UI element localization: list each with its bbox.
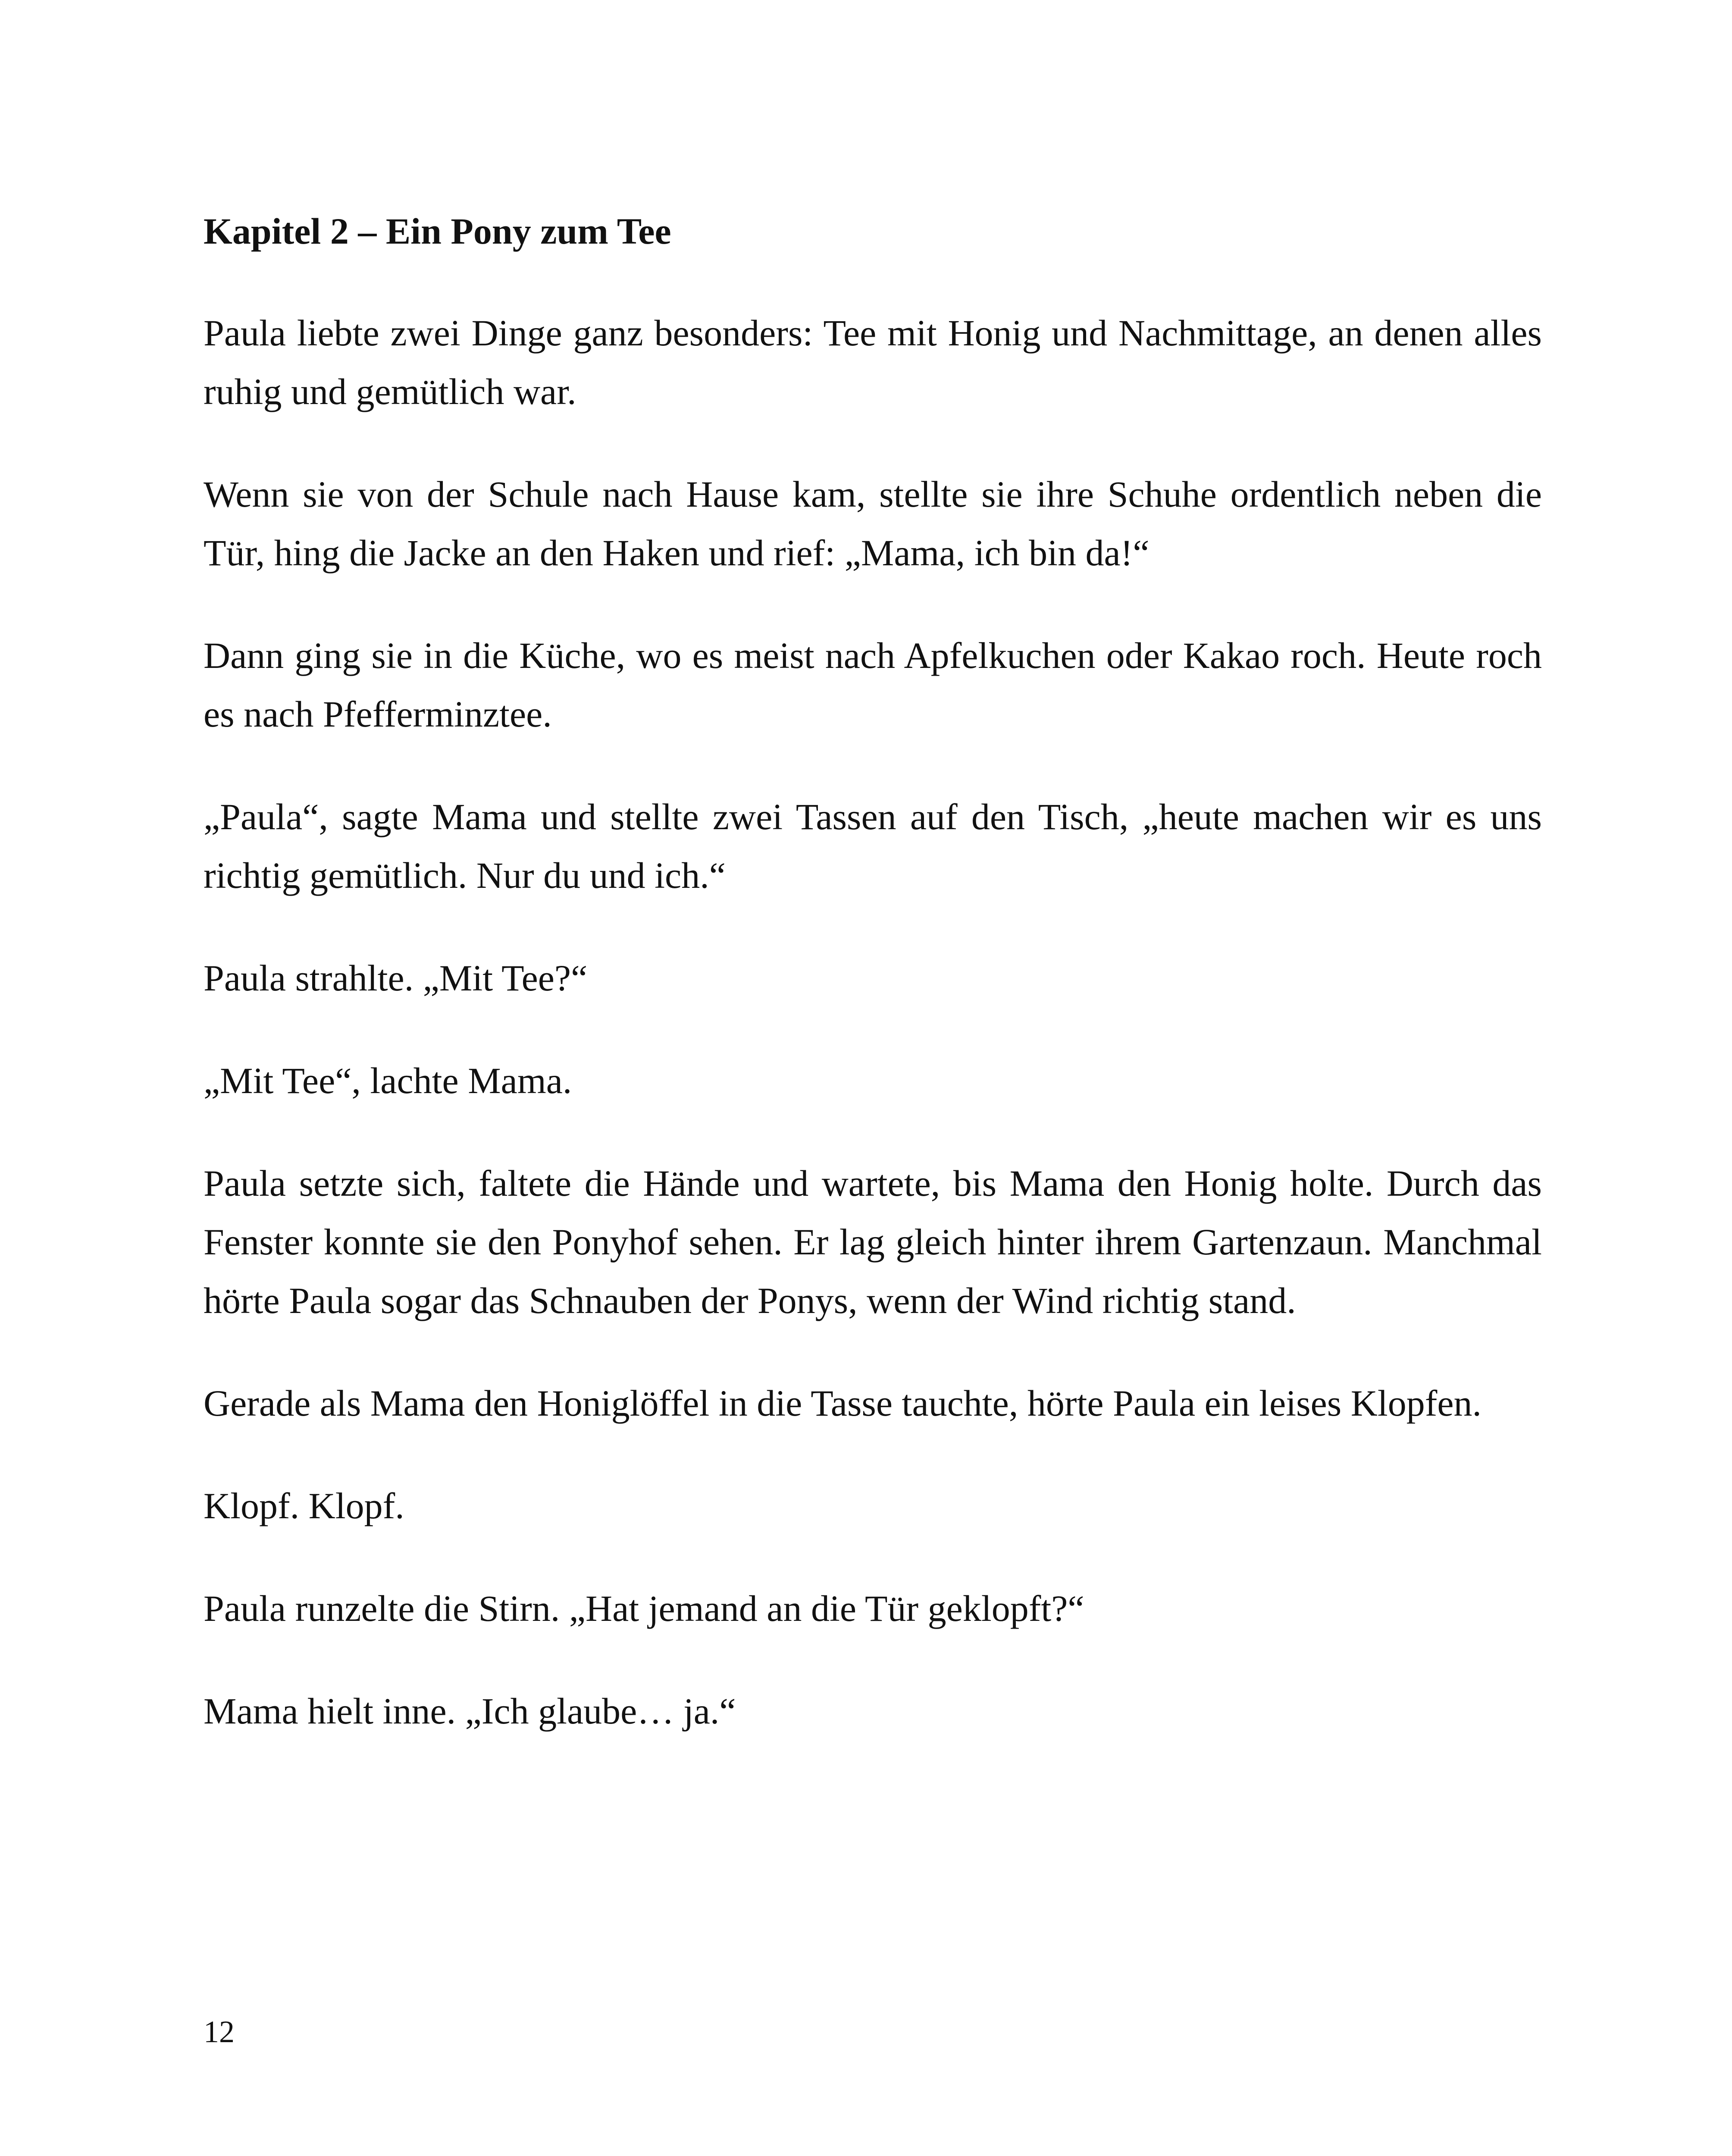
paragraph-8: Gerade als Mama den Honiglöffel in die Tasse tauchte, hörte Paula ein leises Klopfen. — [204, 1382, 1482, 1424]
paragraph-5: Paula strahlte. „Mit Tee?“ — [204, 957, 588, 999]
paragraph-4: „Paula“, sagte Mama und stellte zwei Tassen auf den Tisch, „heute machen wir es uns richtig gemütlich. Nur du und ich.“ — [204, 796, 1542, 896]
chapter-content — [204, 203, 1542, 1740]
paragraph-11: Mama hielt inne. „Ich glaube… ja.“ — [204, 1690, 736, 1732]
paragraph-9: Klopf. Klopf. — [204, 1485, 404, 1526]
page-number: 12 — [204, 2015, 235, 2049]
paragraph-3: Dann ging sie in die Küche, wo es meist nach Apfelkuchen oder Kakao roch. Heute roch es nach Pfefferminztee. — [204, 635, 1542, 735]
paragraph-1: Paula liebte zwei Dinge ganz besonders: Tee mit Honig und Nachmittage, an denen alles ruhig und gemütlich war. — [204, 312, 1542, 412]
chapter-title: Kapitel 2 – Ein Pony zum Tee — [204, 210, 671, 252]
paragraph-6: „Mit Tee“, lachte Mama. — [204, 1060, 572, 1101]
paragraph-7: Paula setzte sich, faltete die Hände und wartete, bis Mama den Honig holte. Durch das Fenster konnte sie den Ponyhof sehen. Er lag gleich hinter ihrem Gartenzaun. Manchmal hörte Paula sogar das Schnauben der Ponys, wenn der Wind richtig stand. — [204, 1163, 1542, 1321]
paragraph-2: Wenn sie von der Schule nach Hause kam, stellte sie ihre Schuhe ordentlich neben die Tür, hing die Jacke an den Haken und rief: „Mama, ich bin da!“ — [204, 473, 1542, 573]
paragraph-10: Paula runzelte die Stirn. „Hat jemand an die Tür geklopft?“ — [204, 1588, 1084, 1629]
